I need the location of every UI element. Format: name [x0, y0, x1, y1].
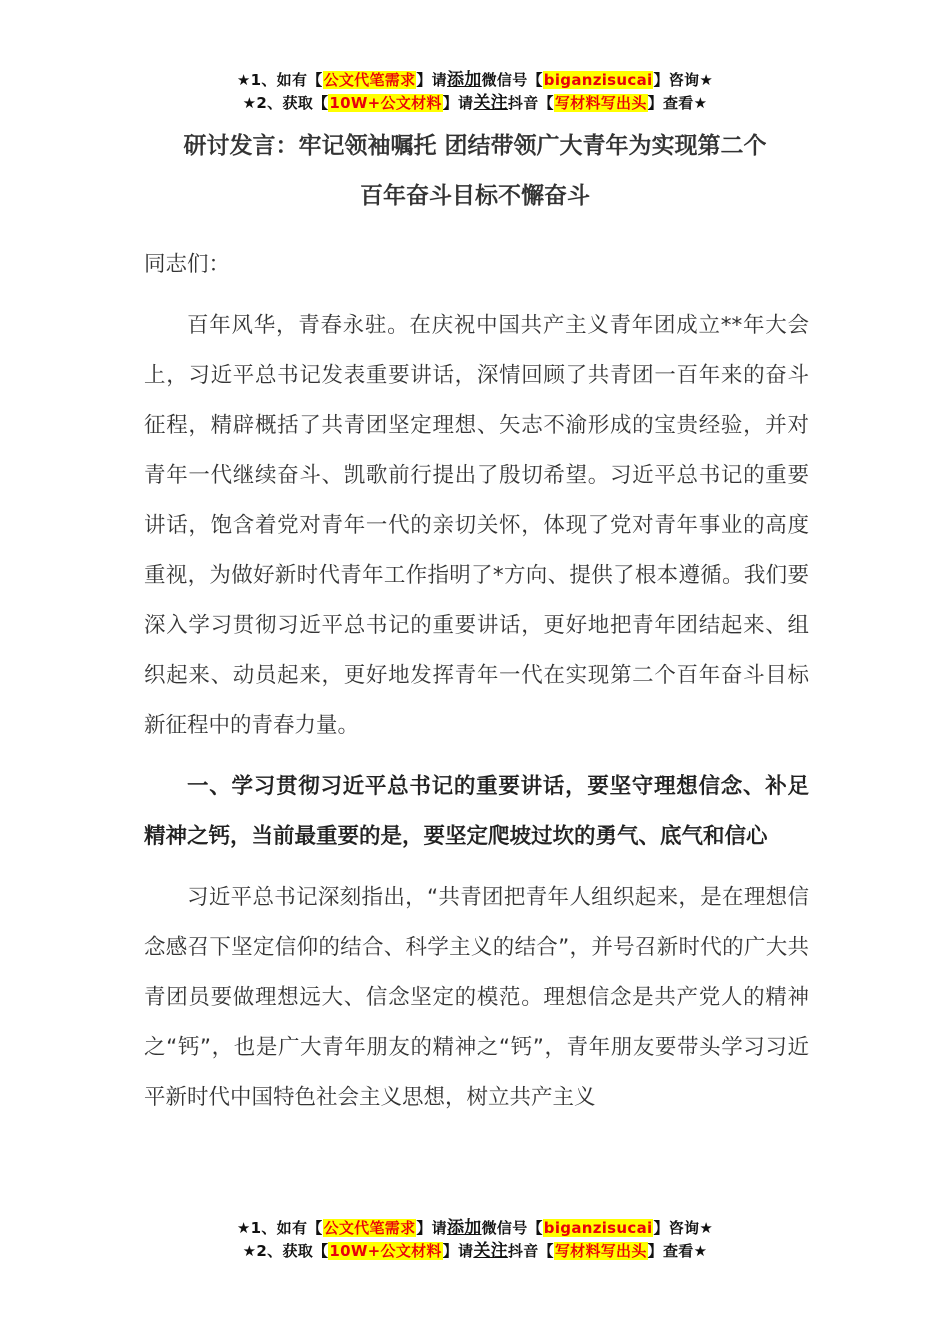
promo-line-1: ★1、如有【公文代笔需求】请添加微信号【biganzisucai】咨询★ — [236, 1218, 714, 1238]
promo-line-2: ★2、获取【10W+公文材料】请关注抖音【写材料写出头】查看★ — [242, 93, 708, 113]
emphasis-follow: 关注 — [473, 1241, 508, 1261]
emphasis-add: 添加 — [446, 70, 482, 90]
highlight-materials: 10W+公文材料 — [329, 1242, 442, 1260]
highlight-materials: 10W+公文材料 — [329, 94, 442, 112]
highlight-service: 公文代笔需求 — [323, 1219, 416, 1237]
document-body — [144, 240, 809, 1123]
paragraph-section-1: 习近平总书记深刻指出，“共青团把青年人组织起来，是在理想信念感召下坚定信仰的结合、科学主义的结合”，并号召新时代的广大共青团员要做理想远大、信念坚定的模范。理想信念是共产党人的精神之“钙”，也是广大青年朋友的精神之“钙”，青年朋友要带头学习习近平新时代中国特色社会主义思想，树立共产主义 — [144, 885, 809, 1110]
promo-line-1: ★1、如有【公文代笔需求】请添加微信号【biganzisucai】咨询★ — [236, 70, 714, 90]
promo-line-2: ★2、获取【10W+公文材料】请关注抖音【写材料写出头】查看★ — [242, 1241, 708, 1261]
promo-banner-bottom — [0, 1217, 950, 1263]
highlight-wechat-id: biganzisucai — [543, 1219, 653, 1237]
document-title-line-2: 百年奋斗目标不懈奋斗 — [360, 183, 590, 209]
highlight-douyin-account: 写材料写出头 — [554, 1242, 647, 1260]
highlight-wechat-id: biganzisucai — [543, 71, 653, 89]
paragraph-intro: 百年风华，青春永驻。在庆祝中国共产主义青年团成立**年大会上，习近平总书记发表重要讲话，深情回顾了共青团一百年来的奋斗征程，精辟概括了共青团坚定理想、矢志不渝形成的宝贵经验，并对青年一代继续奋斗、凯歌前行提出了殷切希望。习近平总书记的重要讲话，饱含着党对青年一代的亲切关怀，体现了党对青年事业的高度重视，为做好新时代青年工作指明了*方向、提供了根本遵循。我们要深入学习贯彻习近平总书记的重要讲话，更好地把青年团结起来、组织起来、动员起来，更好地发挥青年一代在实现第二个百年奋斗目标新征程中的青春力量。 — [144, 313, 809, 738]
emphasis-follow: 关注 — [473, 93, 508, 113]
document-title-line-1: 研讨发言：牢记领袖嘱托 团结带领广大青年为实现第二个 — [183, 133, 767, 159]
salutation: 同志们： — [144, 252, 231, 277]
highlight-douyin-account: 写材料写出头 — [554, 94, 647, 112]
emphasis-add: 添加 — [446, 1218, 482, 1238]
promo-banner-top — [0, 69, 950, 115]
highlight-service: 公文代笔需求 — [323, 71, 416, 89]
section-heading-1: 一、学习贯彻习近平总书记的重要讲话，要坚守理想信念、补足精神之钙，当前最重要的是，要坚定爬坡过坎的勇气、底气和信心 — [144, 774, 809, 849]
